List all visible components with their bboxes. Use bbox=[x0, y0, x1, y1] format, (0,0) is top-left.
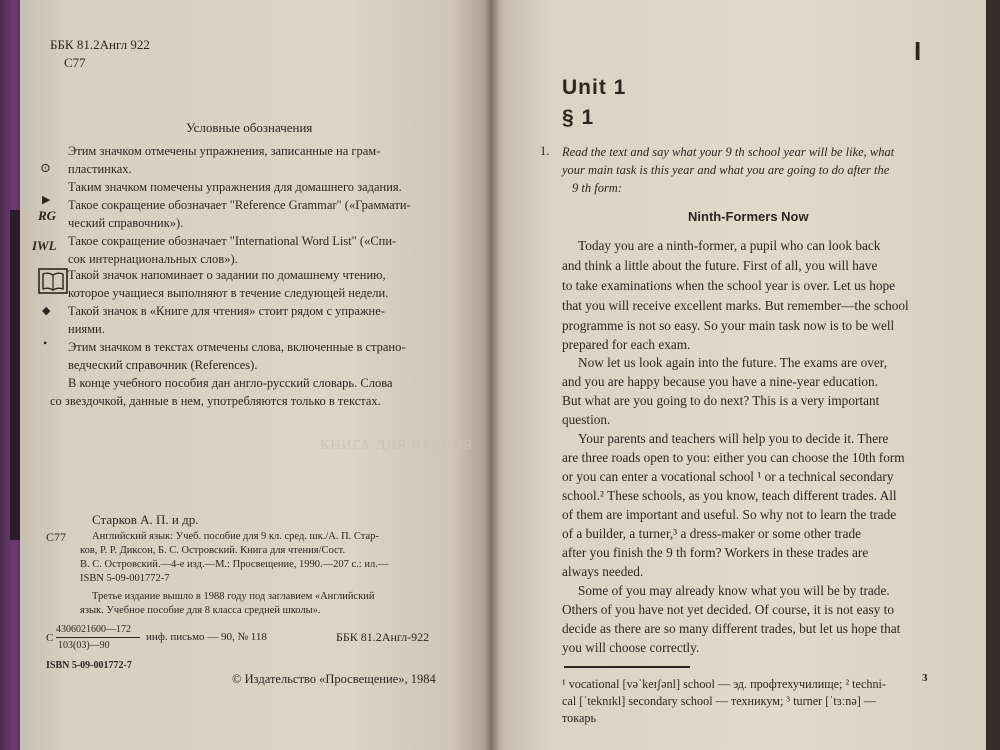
legend-title: Условные обозначения bbox=[186, 120, 313, 135]
exercise-number: 1. bbox=[540, 144, 550, 158]
body-line: Today you are a ninth-former, a pupil who can look back bbox=[578, 238, 881, 253]
footnote-line: токарь bbox=[562, 711, 597, 725]
catalog-code: С77 bbox=[46, 530, 67, 544]
body-line: of a builder, a turner,³ a dress-maker or some other trade bbox=[562, 526, 862, 541]
unit-title: Unit 1 bbox=[562, 76, 627, 99]
legend-line: ниями. bbox=[68, 322, 105, 336]
homework-arrow-icon: ▶ bbox=[42, 194, 51, 206]
iwl-symbol: IWL bbox=[32, 238, 57, 253]
show-through-text: КНИГА ДЛЯ ЧТЕНИЯ bbox=[320, 438, 474, 453]
bbk-code-top: ББК 81.2Англ 922 bbox=[50, 37, 150, 52]
legend-line: Такой значок напоминает о задании по домашнему чтению, bbox=[68, 268, 386, 282]
copyright-line: © Издательство «Просвещение», 1984 bbox=[232, 672, 436, 686]
fraction-prefix: С bbox=[46, 632, 54, 644]
diamond-icon: ◆ bbox=[42, 305, 51, 317]
legend-line: Таким значком помечены упражнения для домашнего задания. bbox=[68, 180, 402, 194]
exercise-line: Read the text and say what your 9 th school year will be like, what bbox=[562, 145, 895, 159]
body-line: are three roads open to you: either you can choose the 10th form bbox=[562, 450, 905, 465]
body-line: But what are you going to do next? This is a very important bbox=[562, 393, 880, 408]
body-line: after you finish the 9 th form? Workers in these trades are bbox=[562, 545, 869, 560]
legend-line: Такое сокращение обозначает "Reference Grammar" («Граммати- bbox=[68, 198, 411, 212]
body-line: school.² These schools, as you know, teach different trades. All bbox=[562, 488, 897, 503]
legend-line: Этим значком в текстах отмечены слова, включенные в страно- bbox=[68, 340, 406, 354]
book-cover-right bbox=[986, 0, 1000, 750]
exercise-line: 9 th form: bbox=[572, 181, 622, 195]
catalog-line: Английский язык: Учеб. пособие для 9 кл. сред. шк./А. П. Стар- bbox=[92, 531, 379, 542]
exercise-line: your main task is this year and what you are going to do after the bbox=[562, 163, 890, 177]
rg-symbol: RG bbox=[38, 208, 57, 223]
bullet-icon: • bbox=[43, 336, 48, 350]
fraction-numerator: 4306021600—172 bbox=[56, 624, 131, 635]
body-line: you will choose correctly. bbox=[562, 640, 700, 655]
section-title: § 1 bbox=[562, 106, 595, 129]
legend-line: которое учащиеся выполняют в течение следующей недели. bbox=[68, 286, 389, 300]
open-book-icon bbox=[38, 268, 68, 299]
legend-line: сок интернациональных слов»). bbox=[68, 252, 238, 266]
catalog-line: ков, Р. Р. Диксон, Б. С. Островский. Книга для чтения/Сост. bbox=[80, 545, 346, 556]
body-line: Now let us look again into the future. The exams are over, bbox=[578, 355, 888, 370]
body-line: Some of you may already know what you will be by trade. bbox=[578, 583, 890, 598]
legend-line: ческий справочник»). bbox=[68, 216, 184, 230]
dictionary-note: со звездочкой, данные в нем, употребляются только в текстах. bbox=[50, 394, 381, 408]
page-marker: I bbox=[914, 36, 922, 66]
catalog-line: ISBN 5-09-001772-7 bbox=[80, 573, 170, 584]
bbk-code-bottom: ББК 81.2Англ-922 bbox=[336, 630, 430, 644]
body-line: question. bbox=[562, 412, 611, 427]
book-gutter bbox=[484, 0, 498, 750]
body-line: programme is not so easy. So your main task now is to be well bbox=[562, 318, 895, 333]
body-line: that you will receive excellent marks. But remember—the school bbox=[562, 298, 909, 313]
edition-line: язык. Учебное пособие для 8 класса средней школы». bbox=[80, 605, 321, 616]
legend-line: ведческий справочник (References). bbox=[68, 358, 258, 372]
fraction-rule bbox=[56, 637, 140, 638]
text-title: Ninth-Formers Now bbox=[688, 209, 809, 224]
legend-line: Такое сокращение обозначает "International Word List" («Спи- bbox=[68, 234, 397, 248]
legend-line: пластинках. bbox=[68, 162, 132, 176]
body-line: decide as there are so many different trades, but let us hope that bbox=[562, 621, 901, 636]
legend-line: Этим значком отмечены упражнения, записанные на грам- bbox=[68, 144, 381, 158]
catalog-line: В. С. Островский.—4-е изд.—М.: Просвещение, 1990.—207 с.: ил.— bbox=[80, 559, 389, 570]
body-line: of them are important and useful. So why not to learn the trade bbox=[562, 507, 897, 522]
body-line: or you can enter a vocational school ¹ or a technical secondary bbox=[562, 469, 894, 484]
record-icon: ⊙ bbox=[40, 160, 51, 175]
edition-line: Третье издание вышло в 1988 году под заглавием «Английский bbox=[92, 591, 375, 602]
book-cover-left bbox=[0, 0, 22, 750]
body-line: Others of you have not yet decided. Of course, it is not easy to bbox=[562, 602, 894, 617]
left-page bbox=[20, 0, 490, 750]
dictionary-note: В конце учебного пособия дан англо-русский словарь. Слова bbox=[68, 376, 393, 390]
fraction-denominator: 103(03)—90 bbox=[58, 640, 110, 651]
body-line: to take examinations when the school year is over. Let us hope bbox=[562, 278, 896, 293]
spacer bbox=[564, 612, 690, 613]
legend-line: Такой значок в «Книге для чтения» стоит рядом с упражне- bbox=[68, 304, 385, 318]
page-number: 3 bbox=[922, 672, 928, 684]
body-line: and think a little about the future. First of all, you will have bbox=[562, 258, 878, 273]
footnote-rule bbox=[564, 666, 690, 668]
catalog-code-top: С77 bbox=[64, 55, 86, 70]
footnote-line: cal [ˈteknɪkl] secondary school — техникум; ³ turner [ˈtɜːnə] — bbox=[562, 694, 877, 708]
body-line: and you are happy because you have a nine-year education. bbox=[562, 374, 879, 389]
fraction-suffix: инф. письмо — 90, № 118 bbox=[146, 631, 267, 643]
author-line: Старков А. П. и др. bbox=[92, 512, 199, 527]
body-line: always needed. bbox=[562, 564, 644, 579]
footnote-line: ¹ vocational [vəˈkeɪʃənl] school — эд. профтехучилище; ² techni- bbox=[562, 677, 886, 691]
body-line: Your parents and teachers will help you to decide it. There bbox=[578, 431, 889, 446]
body-line: prepared for each exam. bbox=[562, 337, 691, 352]
right-page bbox=[490, 0, 986, 750]
isbn: ISBN 5-09-001772-7 bbox=[46, 660, 132, 671]
